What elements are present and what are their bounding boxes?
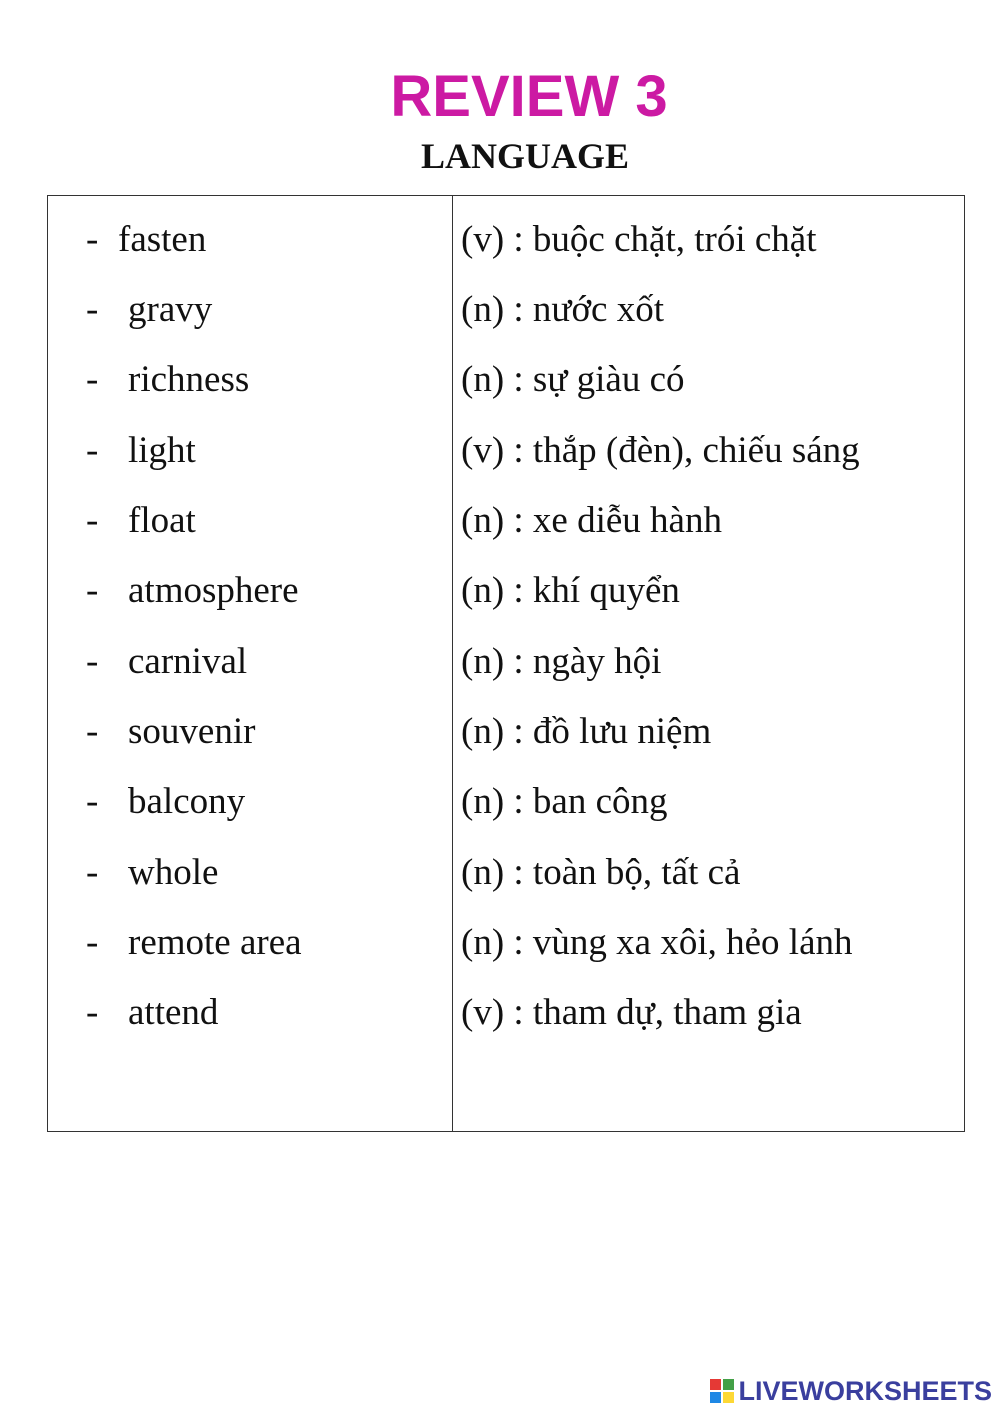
vocabulary-table [47,195,965,1132]
logo-text: LIVEWORKSHEETS [738,1375,992,1406]
row-dash: - [86,922,99,963]
row-dash: - [86,500,99,541]
row-dash: - [86,641,99,682]
vocab-term: float [128,500,196,541]
vocab-definition: (n) : khí quyển [461,570,680,611]
vocab-term: gravy [128,289,213,330]
row-dash: - [86,711,99,752]
vocab-row [48,710,964,780]
vocab-definition: (n) : ban công [461,781,668,822]
vocab-term: remote area [128,922,302,963]
vocab-definition: (n) : xe diễu hành [461,500,722,541]
vocab-term: souvenir [128,711,256,752]
vocab-definition: (n) : vùng xa xôi, hẻo lánh [461,922,853,963]
vocab-term: richness [128,359,250,400]
vocab-row [48,499,964,569]
vocab-definition: (n) : ngày hội [461,641,662,682]
liveworksheets-logo-icon [710,1379,734,1403]
vocab-row [48,640,964,710]
liveworksheets-logo [710,1377,992,1405]
row-dash: - [86,570,99,611]
vocab-row [48,429,964,499]
row-dash: - [86,781,99,822]
vocab-row [48,218,964,288]
row-dash: - [86,289,99,330]
vocab-row [48,358,964,428]
vocab-row [48,921,964,991]
vocab-term: attend [128,992,219,1033]
page-title: REVIEW 3 [390,64,668,129]
vocab-definition: (v) : thắp (đèn), chiếu sáng [461,430,860,471]
vocab-term: whole [128,852,219,893]
row-dash: - [86,359,99,400]
vocab-term: balcony [128,781,246,822]
vocab-definition: (n) : toàn bộ, tất cả [461,852,741,893]
vocab-definition: (n) : đồ lưu niệm [461,711,712,752]
vocab-term: fasten [118,219,207,260]
vocab-row [48,991,964,1061]
vocab-row [48,288,964,358]
vocab-definition: (n) : sự giàu có [461,359,685,400]
vocab-definition: (n) : nước xốt [461,289,664,330]
row-dash: - [86,219,99,260]
section-subtitle: LANGUAGE [420,136,630,176]
row-dash: - [86,852,99,893]
vocab-definition: (v) : tham dự, tham gia [461,992,802,1033]
vocab-row [48,851,964,921]
vocab-term: carnival [128,641,248,682]
vocab-row [48,780,964,850]
row-dash: - [86,992,99,1033]
vocab-definition: (v) : buộc chặt, trói chặt [461,219,817,260]
row-dash: - [86,430,99,471]
vocab-row [48,569,964,639]
vocab-term: light [128,430,196,471]
vocab-term: atmosphere [128,570,299,611]
